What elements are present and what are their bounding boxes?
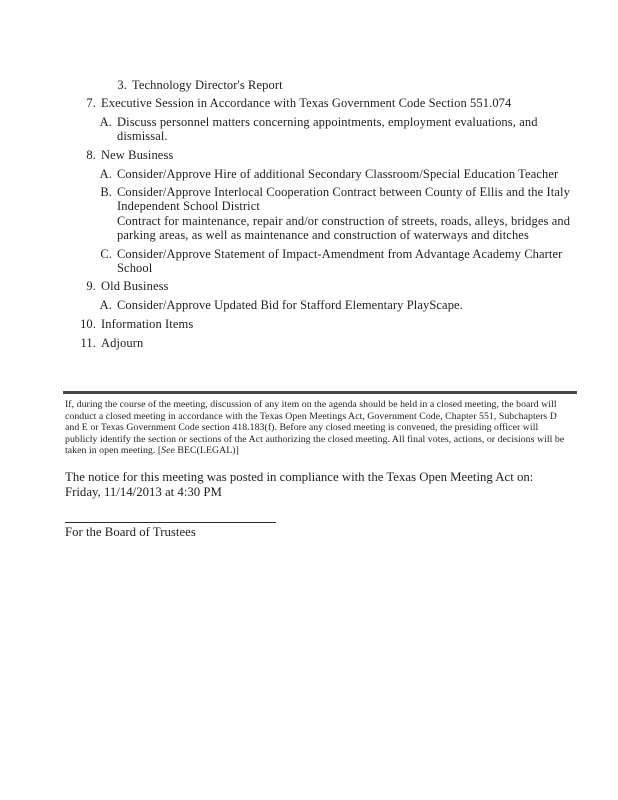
agenda-item-text: Old Business [101, 279, 169, 294]
agenda-item [0, 78, 590, 92]
agenda-item-text: Technology Director's Report [132, 77, 283, 92]
agenda-item [0, 148, 590, 162]
agenda-item-number: 8. [86, 147, 96, 162]
agenda-item [0, 247, 590, 275]
agenda-item-text: Discuss personnel matters concerning appointments, employment evaluations, and dismissal. [117, 114, 538, 144]
signature-line [65, 522, 276, 523]
agenda-item-text: New Business [101, 147, 174, 162]
posting-notice-text: The notice for this meeting was posted in compliance with the Texas Open Meeting Act on: [65, 470, 534, 484]
agenda-item-number: B. [100, 185, 112, 200]
agenda-item-number: A. [99, 298, 112, 313]
agenda-item-number: C. [100, 246, 112, 261]
agenda-list [0, 73, 590, 350]
see-reference: See [161, 445, 175, 456]
agenda-item-text: Consider/Approve Updated Bid for Stafford Elementary PlayScape. [117, 298, 463, 313]
agenda-item-text: Consider/Approve Hire of additional Secondary Classroom/Special Education Teacher [117, 166, 559, 181]
agenda-item-number: 11. [80, 335, 96, 350]
agenda-item-number: A. [99, 114, 112, 129]
agenda-item-number: 10. [80, 316, 96, 331]
closed-meeting-notice [65, 399, 573, 457]
agenda-item [0, 336, 590, 350]
agenda-item-number: 3. [117, 77, 127, 92]
agenda-item [0, 167, 590, 181]
agenda-item [0, 185, 590, 242]
agenda-item [0, 115, 590, 143]
signature-block [65, 522, 325, 540]
agenda-item-text: Adjourn [101, 335, 144, 350]
closed-meeting-notice-citation: BEC(LEGAL)] [174, 445, 239, 456]
agenda-item-text: Information Items [101, 316, 194, 331]
posting-notice [65, 470, 575, 499]
section-divider [63, 391, 577, 394]
agenda-item-text: Consider/Approve Statement of Impact-Amendment from Advantage Academy Charter School [117, 246, 563, 275]
agenda-item [0, 317, 590, 331]
agenda-item-text: Executive Session in Accordance with Texas Government Code Section 551.074 [101, 96, 512, 111]
agenda-item [0, 279, 590, 293]
agenda-item-number: 7. [86, 96, 96, 111]
posting-notice-date: Friday, 11/14/2013 at 4:30 PM [65, 484, 222, 499]
closed-meeting-notice-text: If, during the course of the meeting, discussion of any item on the agenda should be held in a closed meeting, the board will conduct a closed meeting in accordance with the Texas Open Meetings Act, Government Code, Chapter 551, Subchapters D and E or Texas Government Code section 418.183(f). Before any closed meeting is convened, the presiding officer will publicly identify the section or sections of the Act authorizing the closed meeting. All final votes, actions, or decisions will be taken in open meeting. [ [65, 399, 565, 456]
agenda-item [0, 298, 590, 312]
agenda-item-text: Consider/Approve Interlocal Cooperation Contract between County of Ellis and the Italy Independent School District [117, 185, 570, 214]
agenda-item [0, 96, 590, 110]
agenda-item-note: Contract for maintenance, repair and/or construction of streets, roads, alleys, bridges and parking areas, as well as maintenance and construction of waterways and ditches [117, 213, 571, 242]
signature-label: For the Board of Trustees [65, 525, 196, 539]
agenda-item-number: 9. [86, 279, 96, 294]
agenda-item-number: A. [99, 166, 112, 181]
